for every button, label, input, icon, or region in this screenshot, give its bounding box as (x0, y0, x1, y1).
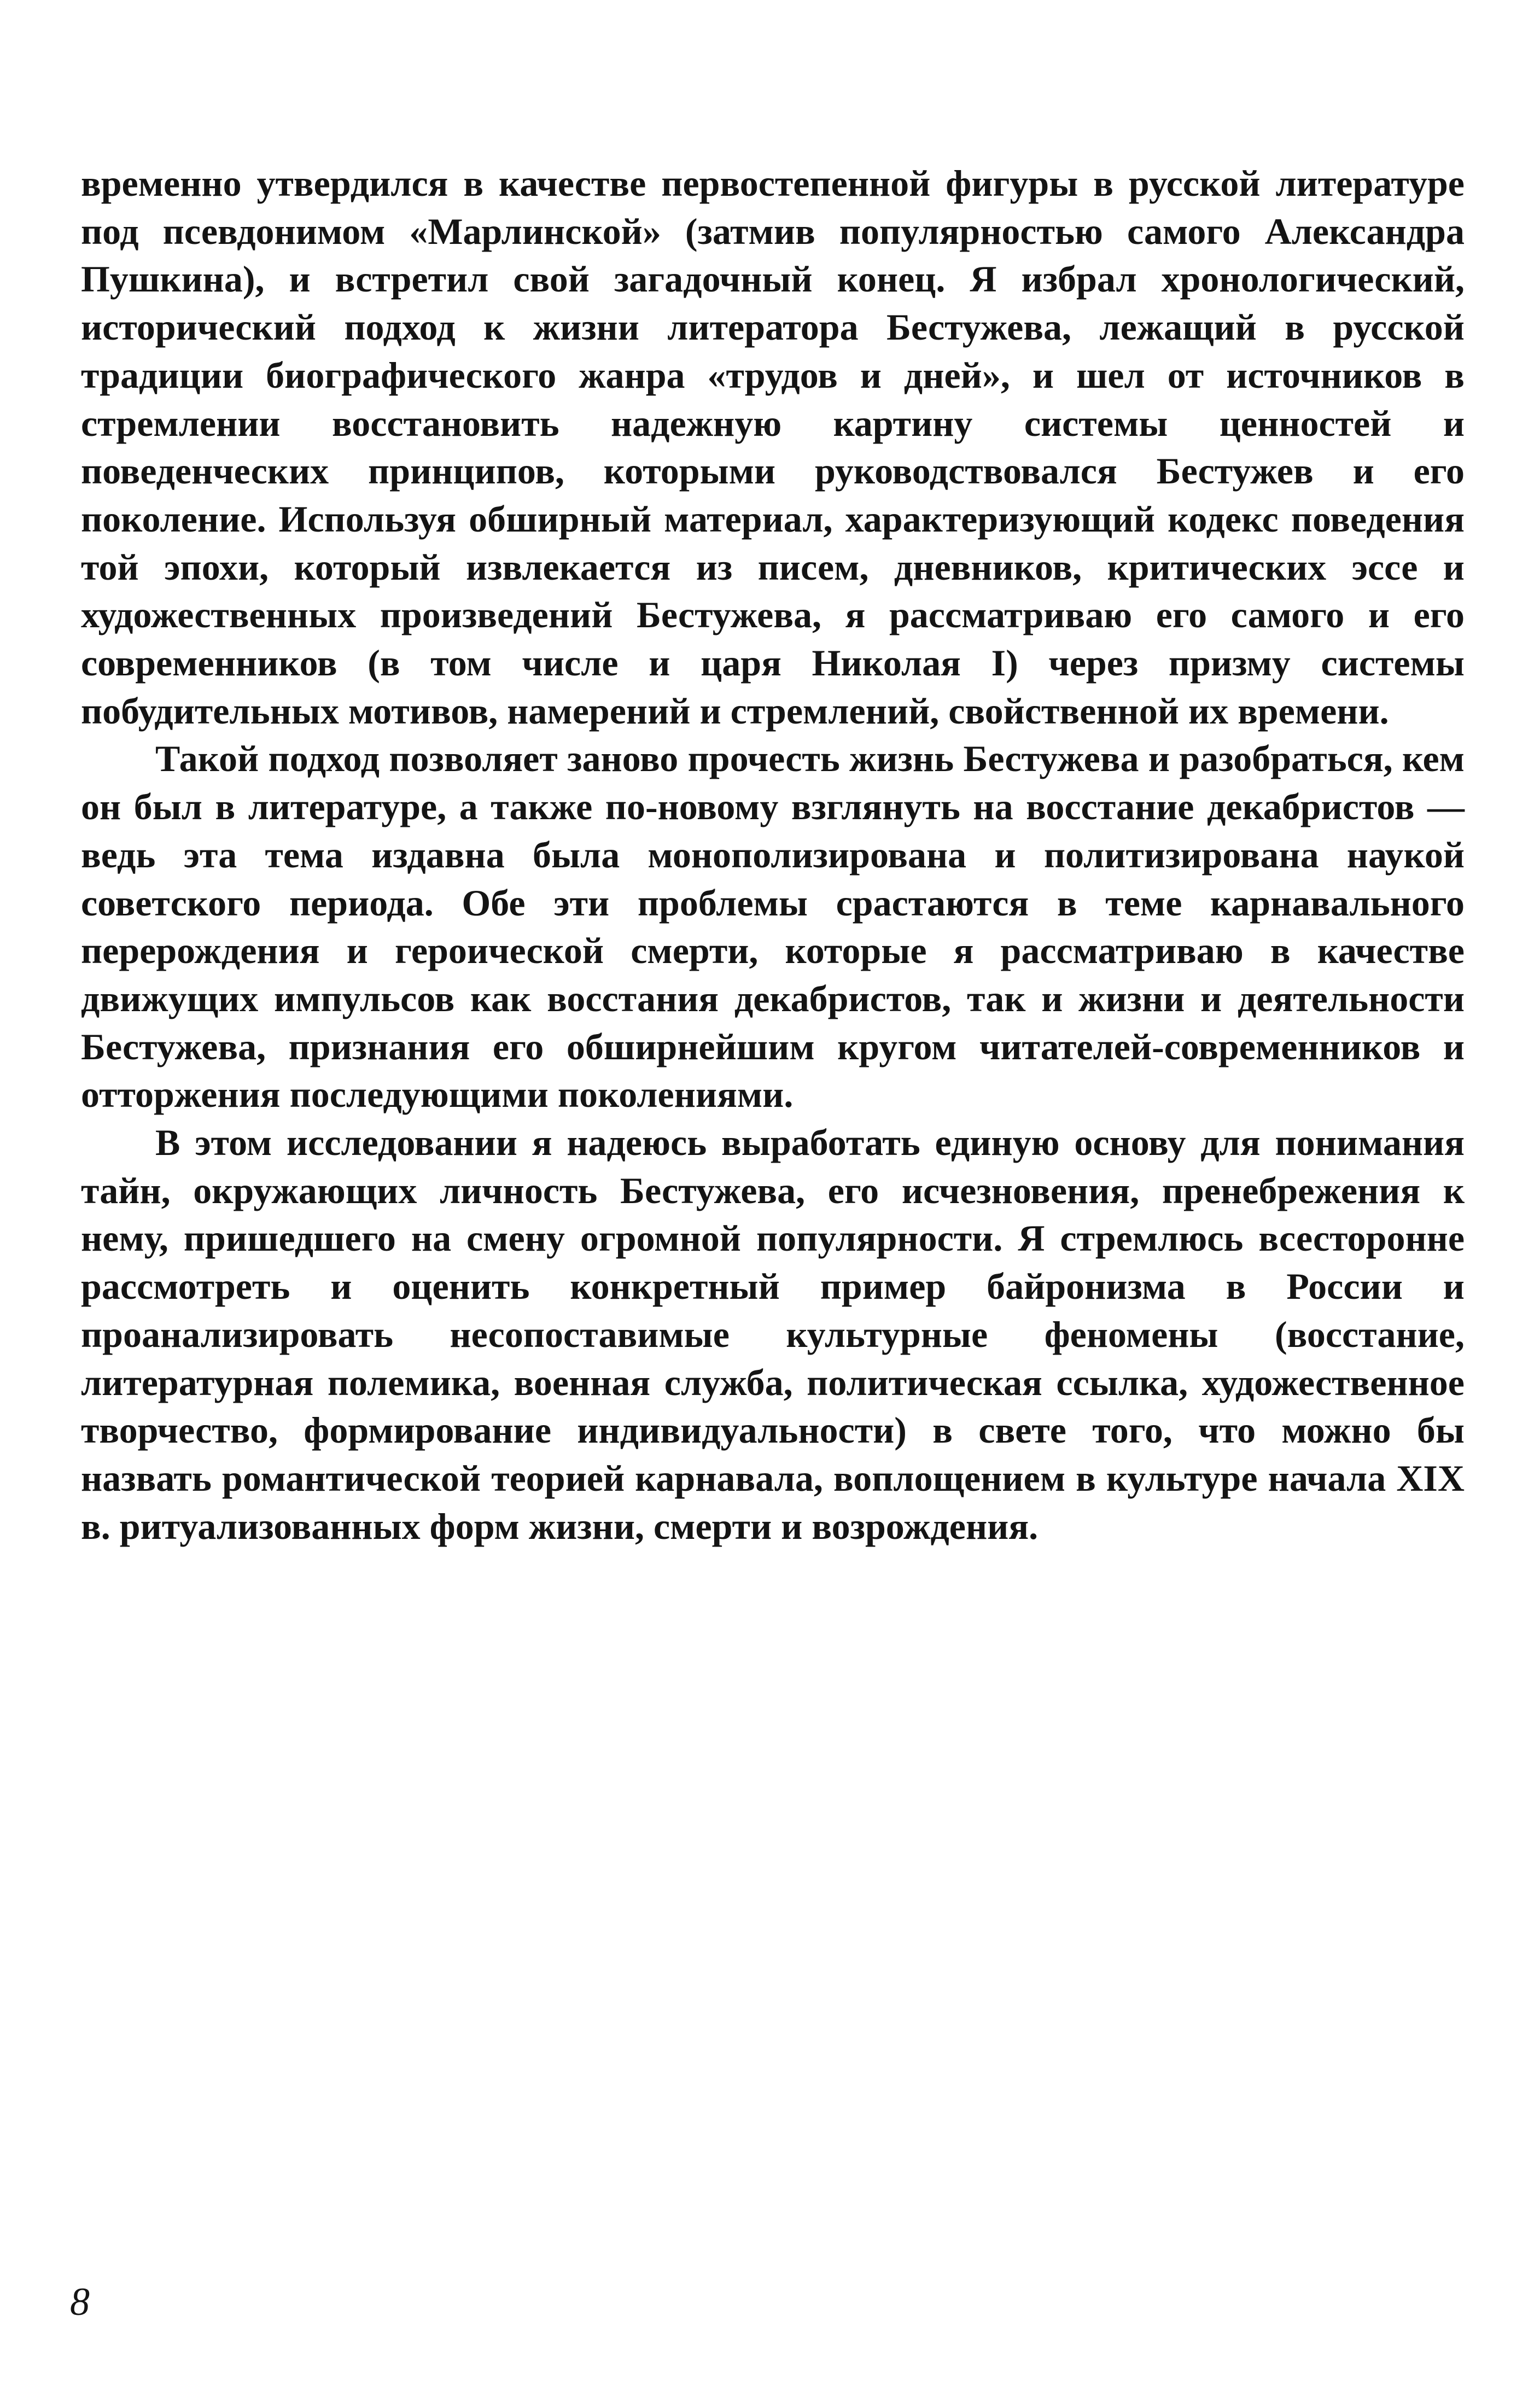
body-text (81, 160, 1465, 1550)
paragraph-research-goal: В этом исследовании я надеюсь выработать единую основу для понимания тайн, окружающих личность Бестужева, его исчезновения, пренебрежения к нему, пришедшего на смену огромной популярности. Я стремлюсь всесторонне рассмотреть и оценить конкретный пример байронизма в России и проанализировать несопоставимые культурные феномены (восстание, литературная полемика, военная служба, политическая ссылка, художественное творчество, формирование индивидуальности) в свете того, что можно бы назвать романтической теорией карнавала, воплощением в культуре начала XIX в. ритуализованных форм жизни, смерти и возрождения. (81, 1122, 1465, 1547)
paragraph-continuation: временно утвердился в качестве первостепенной фигуры в русской литературе под псевдонимом «Марлинской» (затмив популярностью самого Александра Пушкина), и встретил свой загадочный конец. Я избрал хронологический, исторический подход к жизни литератора Бестужева, лежащий в русской традиции биографического жанра «трудов и дней», и шел от источников в стремлении восстановить надежную картину системы ценностей и поведенческих принципов, которыми руководствовался Бестужев и его поколение. Используя обширный материал, характеризующий кодекс поведения той эпохи, который извлекается из писем, дневников, критических эссе и художественных произведений Бестужева, я рассматриваю его самого и его современников (в том числе и царя Николая I) через призму системы побудительных мотивов, намерений и стремлений, свойственной их времени. (81, 162, 1465, 732)
paragraph-approach: Такой подход позволяет заново прочесть жизнь Бестужева и разобраться, кем он был в литературе, а также по-новому взглянуть на восстание декабристов — ведь эта тема издавна была монополизирована и политизирована наукой советского периода. Обе эти проблемы срастаются в теме карнавального перерождения и героической смерти, которые я рассматриваю в качестве движущих импульсов как восстания декабристов, так и жизни и деятельности Бестужева, признания его обширнейшим кругом читателей-современников и отторжения последующими поколениями. (81, 738, 1465, 1116)
page-number: 8 (70, 2280, 90, 2324)
